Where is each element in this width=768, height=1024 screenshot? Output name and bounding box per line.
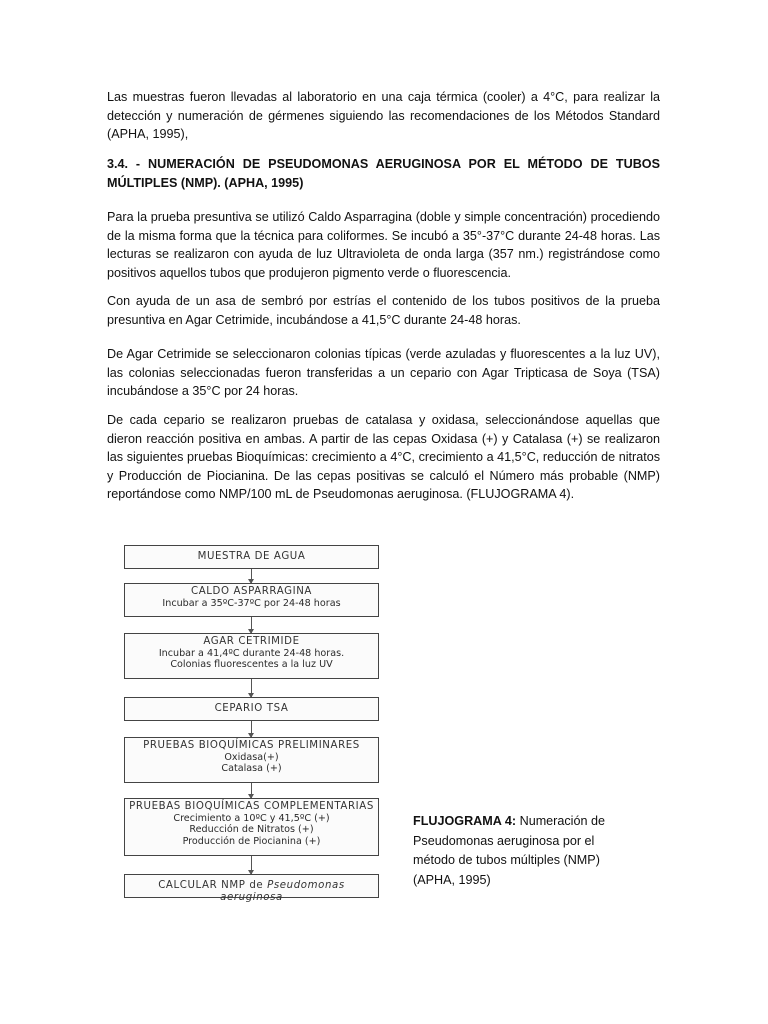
flow-box-line: Crecimiento a 10ºC y 41,5ºC (+): [173, 812, 330, 824]
arrow-down-icon: [251, 617, 252, 633]
flow-box-line: Reducción de Nitratos (+): [189, 824, 314, 835]
flow-box-preliminary-tests: [124, 737, 379, 783]
flow-box-cepario-tsa: [124, 697, 379, 721]
paragraph-presumptive-test: Para la prueba presuntiva se utilizó Caldo Asparragina (doble y simple concentración) procediendo de la misma forma que la técnica para coliformes. Se incubó a 35°-37°C durante 24-48 horas. Las lecturas se realizaron con ayuda de luz Ultravioleta de onda larga (357 nm.) registrándose como positivos aquellos tubos que produjeron pigmento verde o fluorescencia.: [107, 210, 660, 280]
arrow-down-icon: [251, 721, 252, 737]
arrow-down-icon: [251, 783, 252, 798]
paragraph-biochemical-tests: De cada cepario se realizaron pruebas de catalasa y oxidasa, seleccionándose aquellas que dieron reacción positiva en ambas. A partir de las cepas Oxidasa (+) y Catalasa (+) se realizaron las siguientes pruebas Bioquímicas: crecimiento a 4°C, crecimiento a 41,5°C, reducción de nitratos y Producción de Piocianina. De las cepas positivas se calculó el Número más probable (NMP) reportándose como NMP/100 mL de Pseudomonas aeruginosa. (FLUJOGRAMA 4).: [107, 413, 660, 502]
flow-box-title: CALCULAR NMP de Pseudomonas aeruginosa: [158, 880, 345, 903]
flow-box-title: AGAR CETRIMIDE: [203, 636, 300, 647]
caption-label: FLUJOGRAMA 4:: [413, 814, 517, 828]
flow-box-calculate-nmp: [124, 874, 379, 903]
paragraph-colony-selection: De Agar Cetrimide se seleccionaron colonias típicas (verde azuladas y fluorescentes a la luz UV), las colonias seleccionadas fueron transferidas a un cepario con Agar Tripticasa de Soya (TSA) incubándose a 35°C por 24 horas.: [107, 347, 660, 399]
flow-box-title: PRUEBAS BIOQUÍMICAS COMPLEMENTARIAS: [129, 801, 374, 812]
flow-box-complementary-tests: [124, 798, 379, 856]
paragraph-cetrimide-streak: Con ayuda de un asa de sembró por estrías el contenido de los tubos positivos de la prueba presuntiva en Agar Cetrimide, incubándose a 41,5°C durante 24-48 horas.: [107, 294, 660, 327]
arrow-down-icon: [251, 679, 252, 697]
flow-box-water-sample: [124, 545, 379, 569]
flow-box-line: Incubar a 41,4ºC durante 24-48 horas.: [158, 647, 345, 659]
figure-caption: [413, 812, 623, 890]
flow-box-title-italic: Pseudomonas aeruginosa: [220, 880, 345, 903]
flow-box-line: Incubar a 35ºC-37ºC por 24-48 horas: [162, 597, 341, 609]
flow-box-line: Colonias fluorescentes a la luz UV: [170, 659, 333, 670]
arrow-down-icon: [251, 856, 252, 874]
flow-box-line: Oxidasa(+): [224, 751, 279, 763]
flow-box-title: CEPARIO TSA: [214, 703, 289, 714]
flow-box-title: CALDO ASPARRAGINA: [191, 586, 312, 597]
flow-box-line: Producción de Piocianina (+): [182, 835, 321, 847]
caption-text: Numeración de Pseudomonas aeruginosa por el método de tubos múltiples (NMP) (APHA, 1995): [413, 814, 605, 887]
flow-box-line: Catalasa (+): [221, 763, 282, 774]
paragraph-sample-transport: Las muestras fueron llevadas al laboratorio en una caja térmica (cooler) a 4°C, para realizar la detección y numeración de gérmenes siguiendo las recomendaciones de los Métodos Standard (APHA, 1995),: [107, 90, 660, 142]
section-heading: 3.4. - NUMERACIÓN DE PSEUDOMONAS AERUGINOSA POR EL MÉTODO DE TUBOS MÚLTIPLES (NMP). (APHA, 1995): [107, 157, 660, 190]
flow-box-caldo-asparragina: [124, 583, 379, 617]
flow-box-title: MUESTRA DE AGUA: [197, 551, 306, 562]
flow-box-agar-cetrimide: [124, 633, 379, 679]
flow-box-title: PRUEBAS BIOQUÍMICAS PRELIMINARES: [143, 740, 360, 751]
arrow-down-icon: [251, 569, 252, 583]
